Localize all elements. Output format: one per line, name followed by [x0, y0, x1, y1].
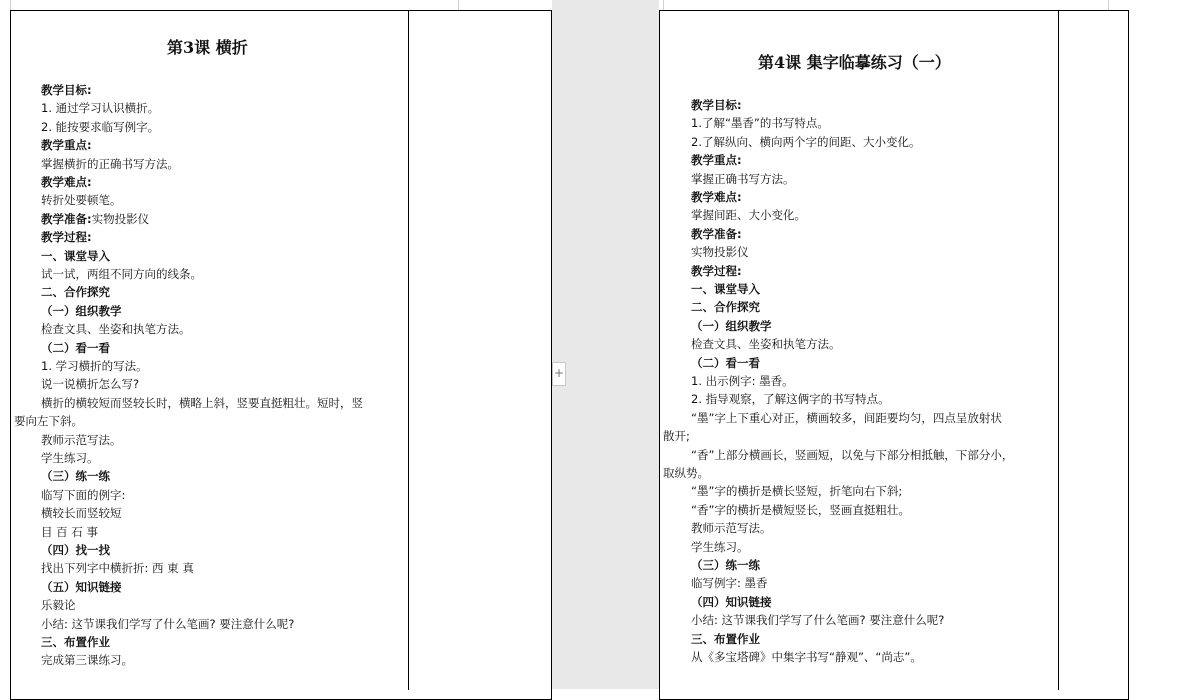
- lesson3-line-text: 目 百 石 事: [41, 524, 98, 539]
- lesson3-line-text: 1. 通过学习认识横折。: [41, 101, 160, 116]
- lesson4-line-text: 从《多宝塔碑》中集字书写“静观”、“尚志”。: [691, 650, 922, 664]
- lesson3-line: [41, 431, 122, 450]
- lesson4-line: [691, 519, 772, 538]
- lesson3-line: [41, 504, 122, 523]
- lesson3-line: [41, 173, 92, 192]
- lesson4-line-text: “墨”字上下重心对正，横画较多，间距要均匀，四点呈放射状: [691, 410, 1002, 425]
- top-margin-left: [0, 0, 552, 10]
- lesson4-line: [691, 188, 742, 207]
- lesson3-line: [41, 633, 110, 652]
- lesson4-line-text: 1. 出示例字: 墨香。: [691, 374, 794, 388]
- margin-mark: [663, 0, 664, 10]
- lesson3-line: [41, 210, 149, 229]
- lesson4-line-text: 三、布置作业: [691, 631, 760, 646]
- lesson3-line-text: 临写下面的例字:: [41, 487, 126, 502]
- margin-mark: [10, 0, 11, 10]
- lesson3-line: [41, 541, 110, 560]
- lesson3-line: [41, 155, 179, 174]
- lesson3-line-text: 教学过程:: [41, 230, 92, 245]
- page-gap: [552, 0, 659, 689]
- lesson4-line: [691, 354, 760, 373]
- lesson3-line-text: （二）看一看: [41, 340, 110, 355]
- lesson4-line-text: 掌握间距、大小变化。: [691, 208, 806, 223]
- lesson3-line: [41, 596, 76, 615]
- lesson4-line-text: （四）知识链接: [691, 594, 772, 609]
- lesson3-line-text: 教学目标:: [41, 83, 92, 97]
- lesson4-line-text: 教学重点:: [691, 153, 742, 168]
- lesson4-line: [691, 538, 749, 557]
- lesson4-line-text: 掌握正确书写方法。: [691, 171, 795, 186]
- lesson4-line-text: “香”字的横折是横短竖长，竖画直挺粗壮。: [691, 502, 910, 517]
- lesson3-line-text: 找出下列字中横折折: 西 東 真: [41, 561, 194, 576]
- lesson3-line-text: 要向左下斜。: [14, 414, 83, 429]
- lesson4-line: [691, 482, 902, 501]
- lesson4-line-text: 教学准备:: [691, 226, 742, 241]
- lesson4-line-text: 二、合作探究: [691, 300, 760, 315]
- lesson4-line: [691, 390, 890, 409]
- lesson3-line-text: 检查文具、坐姿和执笔方法。: [41, 322, 191, 337]
- lesson3-line: [41, 99, 159, 118]
- lesson3-line: [41, 191, 122, 210]
- lesson4-line-text: 临写例字: 墨香: [691, 576, 768, 591]
- lesson4-line-text: （二）看一看: [691, 355, 760, 370]
- lesson4-line-text: 取纵势。: [663, 466, 709, 480]
- lesson4-line-text: （三）练一练: [691, 558, 760, 572]
- lesson3-line: [41, 320, 191, 339]
- lesson3-line-text: 掌握横折的正确书写方法。: [41, 156, 179, 171]
- lesson3-title: 第3课 横折: [167, 38, 248, 57]
- lesson4-line: [691, 501, 910, 520]
- lesson3-line-text: 横较长而竖较短: [41, 506, 122, 521]
- lesson3-line: [41, 615, 294, 634]
- lesson4-line: [691, 593, 772, 612]
- lesson4-line-text: 2. 指导观察，了解这俩字的书写特点。: [691, 392, 890, 407]
- lesson4-line-text: 教师示范写法。: [691, 521, 772, 536]
- left-page-column-border: [408, 10, 409, 690]
- lesson3-line-text: 教学重点:: [41, 138, 92, 153]
- lesson3-line-text: 一、课堂导入: [41, 248, 110, 263]
- lesson3-line-text: （一）组织教学: [41, 303, 122, 318]
- lesson4-line-text: 2.了解纵向、横向两个字的间距、大小变化。: [691, 134, 921, 149]
- lesson4-line: [691, 206, 806, 225]
- lesson4-line: [691, 335, 841, 354]
- lesson4-line: [691, 225, 742, 244]
- lesson3-line-text: 乐毅论: [41, 598, 76, 613]
- lesson4-line-text: 实物投影仪: [691, 245, 749, 260]
- lesson4-line: [691, 446, 1013, 465]
- lesson4-line: [691, 298, 760, 317]
- lesson3-line: [14, 412, 83, 431]
- lesson4-line: [663, 464, 709, 483]
- margin-mark: [1108, 0, 1109, 10]
- lesson3-line: [41, 486, 125, 505]
- lesson3-line-text: （五）知识链接: [41, 579, 122, 594]
- lesson4-line: [663, 427, 690, 446]
- lesson3-line-text: 教学准备:: [41, 211, 92, 226]
- lesson3-line-text: 2. 能按要求临写例字。: [41, 119, 160, 134]
- lesson4-line: [691, 648, 922, 667]
- lesson4-title: 第4课 集字临摹练习（一）: [758, 53, 951, 72]
- lesson3-line-text: （三）练一练: [41, 469, 110, 484]
- lesson3-line: [41, 228, 92, 247]
- lesson3-line: [41, 559, 194, 578]
- lesson4-line: [691, 114, 829, 133]
- lesson4-line: [691, 317, 772, 336]
- lesson3-line: [41, 467, 110, 486]
- lesson4-line: [691, 96, 742, 115]
- lesson3-line: [41, 651, 133, 670]
- lesson4-line-text: 教学过程:: [691, 263, 742, 278]
- lesson3-line-text: 试一试，两组不同方向的线条。: [41, 267, 202, 281]
- lesson4-line: [691, 372, 794, 391]
- lesson4-line: [691, 151, 742, 170]
- lesson4-line-text: 教学目标:: [691, 98, 742, 112]
- lesson3-line: [41, 136, 92, 155]
- lesson3-line-text: 二、合作探究: [41, 285, 110, 300]
- lesson4-line: [691, 611, 944, 630]
- lesson3-line: [41, 523, 98, 542]
- lesson3-line-text: （四）找一找: [41, 543, 110, 557]
- lesson4-line-text: 散开;: [663, 429, 690, 444]
- lesson3-line: [41, 578, 122, 597]
- lesson4-line-text: 一、课堂导入: [691, 282, 760, 296]
- lesson3-line: [41, 375, 139, 394]
- right-page-column-border: [1058, 10, 1059, 690]
- lesson3-line-text: 三、布置作业: [41, 635, 110, 649]
- lesson3-line-text: 横折的横较短而竖较长时，横略上斜，竖要直挺粗壮。短时，竖: [41, 395, 363, 410]
- lesson3-line-text: 说一说横折怎么写?: [41, 377, 140, 392]
- lesson3-line-text: 完成第三课练习。: [41, 653, 133, 668]
- lesson4-line: [691, 630, 760, 649]
- lesson3-line: [41, 357, 148, 376]
- lesson3-line-text: 1. 学习横折的写法。: [41, 359, 148, 373]
- lesson3-line: [41, 247, 110, 266]
- lesson4-line: [691, 243, 749, 262]
- lesson3-line-value: 实物投影仪: [91, 211, 150, 226]
- lesson4-line-text: “香”上部分横画长，竖画短，以免与下部分相抵触，下部分小，: [691, 447, 1014, 462]
- lesson3-line: [41, 394, 363, 413]
- lesson3-line: [41, 118, 159, 137]
- lesson4-line: [691, 170, 795, 189]
- lesson3-line-text: 教学难点:: [41, 175, 92, 189]
- lesson3-line: [41, 265, 202, 284]
- lesson3-line-text: 教师示范写法。: [41, 432, 122, 447]
- lesson4-line: [691, 556, 760, 575]
- plus-icon[interactable]: +: [552, 362, 566, 386]
- margin-mark: [458, 0, 459, 10]
- lesson4-line-text: “墨”字的横折是横长竖短，折笔向右下斜;: [691, 484, 903, 499]
- lesson3-line: [41, 449, 99, 468]
- lesson3-line: [41, 302, 122, 321]
- lesson4-line: [691, 409, 1002, 428]
- lesson4-line: [691, 133, 920, 152]
- lesson4-line: [691, 262, 742, 281]
- lesson4-line: [691, 574, 768, 593]
- lesson3-line: [41, 283, 110, 302]
- lesson4-line-text: 教学难点:: [691, 190, 742, 204]
- lesson4-line-text: 小结: 这节课我们学写了什么笔画? 要注意什么呢?: [691, 613, 945, 628]
- lesson3-line-text: 转折处要顿笔。: [41, 193, 122, 208]
- lesson4-line-text: 检查文具、坐姿和执笔方法。: [691, 337, 841, 352]
- lesson4-line-text: 学生练习。: [691, 539, 749, 554]
- lesson4-line-text: 1.了解“墨香”的书写特点。: [691, 116, 829, 131]
- lesson3-line-text: 小结: 这节课我们学写了什么笔画? 要注意什么呢?: [41, 616, 295, 631]
- lesson4-line: [691, 280, 760, 299]
- lesson3-line: [41, 339, 110, 358]
- lesson4-line-text: （一）组织教学: [691, 318, 772, 333]
- lesson3-line-text: 学生练习。: [41, 451, 99, 465]
- lesson3-line: [41, 81, 92, 100]
